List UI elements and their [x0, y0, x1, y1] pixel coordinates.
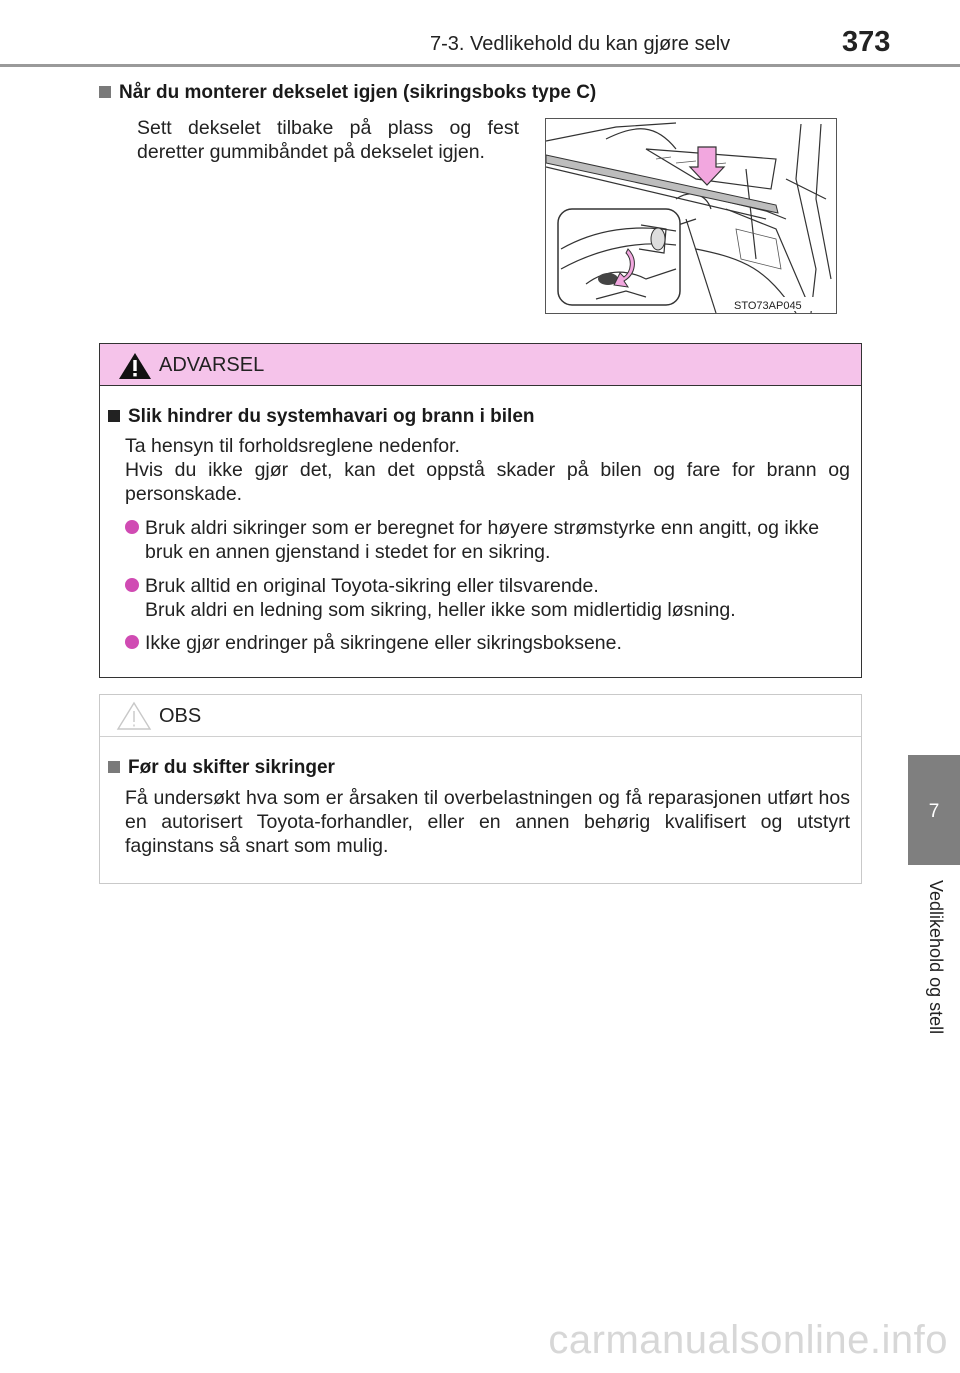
notice-header	[100, 695, 861, 737]
warning-bullet-text: Bruk aldri sikringer som er beregnet for høyere strømstyrke enn angitt, og ikke bruk en annen gjenstand i stedet for en sikring.	[145, 517, 820, 563]
warning-bullet	[125, 574, 860, 622]
notice-heading-text: Før du skifter sikringer	[128, 757, 335, 778]
warning-bullet	[125, 631, 860, 655]
notice-title: OBS	[159, 705, 202, 727]
notice-box	[99, 694, 862, 884]
engine-bay-illustration	[546, 119, 836, 313]
warning-title: ADVARSEL	[159, 354, 265, 376]
watermark: carmanualsonline.info	[548, 1318, 948, 1362]
chapter-label: Vedlikehold og stell	[926, 880, 946, 1035]
square-bullet-icon	[108, 410, 120, 422]
section-heading	[99, 82, 596, 104]
page-number: 373	[842, 26, 891, 58]
warning-box	[99, 343, 862, 678]
square-bullet-icon	[108, 761, 120, 773]
square-bullet-icon	[99, 86, 111, 98]
warning-bullet-text: Bruk aldri en ledning som sikring, heller ikke som midlertidig løsning.	[145, 599, 736, 621]
warning-triangle-icon	[118, 352, 152, 380]
fuse-box-cover-figure	[545, 118, 837, 314]
header-title: 7-3. Vedlikehold du kan gjøre selv	[430, 33, 731, 55]
section-heading-text: Når du monterer dekselet igjen (sikringsboks type C)	[119, 82, 597, 103]
warning-header	[100, 344, 861, 386]
bullet-dot-icon	[125, 635, 139, 649]
header-rule	[0, 64, 960, 67]
caution-triangle-icon	[116, 701, 152, 731]
warning-heading-text: Slik hindrer du systemhavari og brann i bilen	[128, 406, 535, 427]
warning-bullet-text: Ikke gjør endringer på sikringene eller sikringsboksene.	[145, 632, 622, 654]
notice-heading	[108, 757, 335, 779]
warning-bullet	[125, 516, 860, 564]
bullet-dot-icon	[125, 520, 139, 534]
warning-bullet-text: Bruk alltid en original Toyota-sikring eller tilsvarende.	[145, 575, 599, 597]
bullet-dot-icon	[125, 578, 139, 592]
chapter-number: 7	[928, 801, 940, 822]
chapter-label-wrap	[904, 880, 960, 1055]
section-text: Sett dekselet tilbake på plass og fest deretter gummibåndet på dekselet igjen.	[137, 117, 519, 163]
notice-text: Få undersøkt hva som er årsaken til overbelastningen og få reparasjonen utført hos en autorisert Toyota-forhandler, eller en annen behørig kvalifisert og utstyrt faginstans så snart som mulig.	[125, 787, 850, 857]
chapter-tab	[908, 755, 960, 865]
warning-heading	[108, 406, 535, 428]
warning-para-1: Ta hensyn til forholdsreglene nedenfor.	[125, 435, 460, 457]
warning-para-2: Hvis du ikke gjør det, kan det oppstå skader på bilen og fare for brann og personskade.	[125, 459, 850, 505]
figure-code: STO73AP045	[734, 300, 802, 312]
